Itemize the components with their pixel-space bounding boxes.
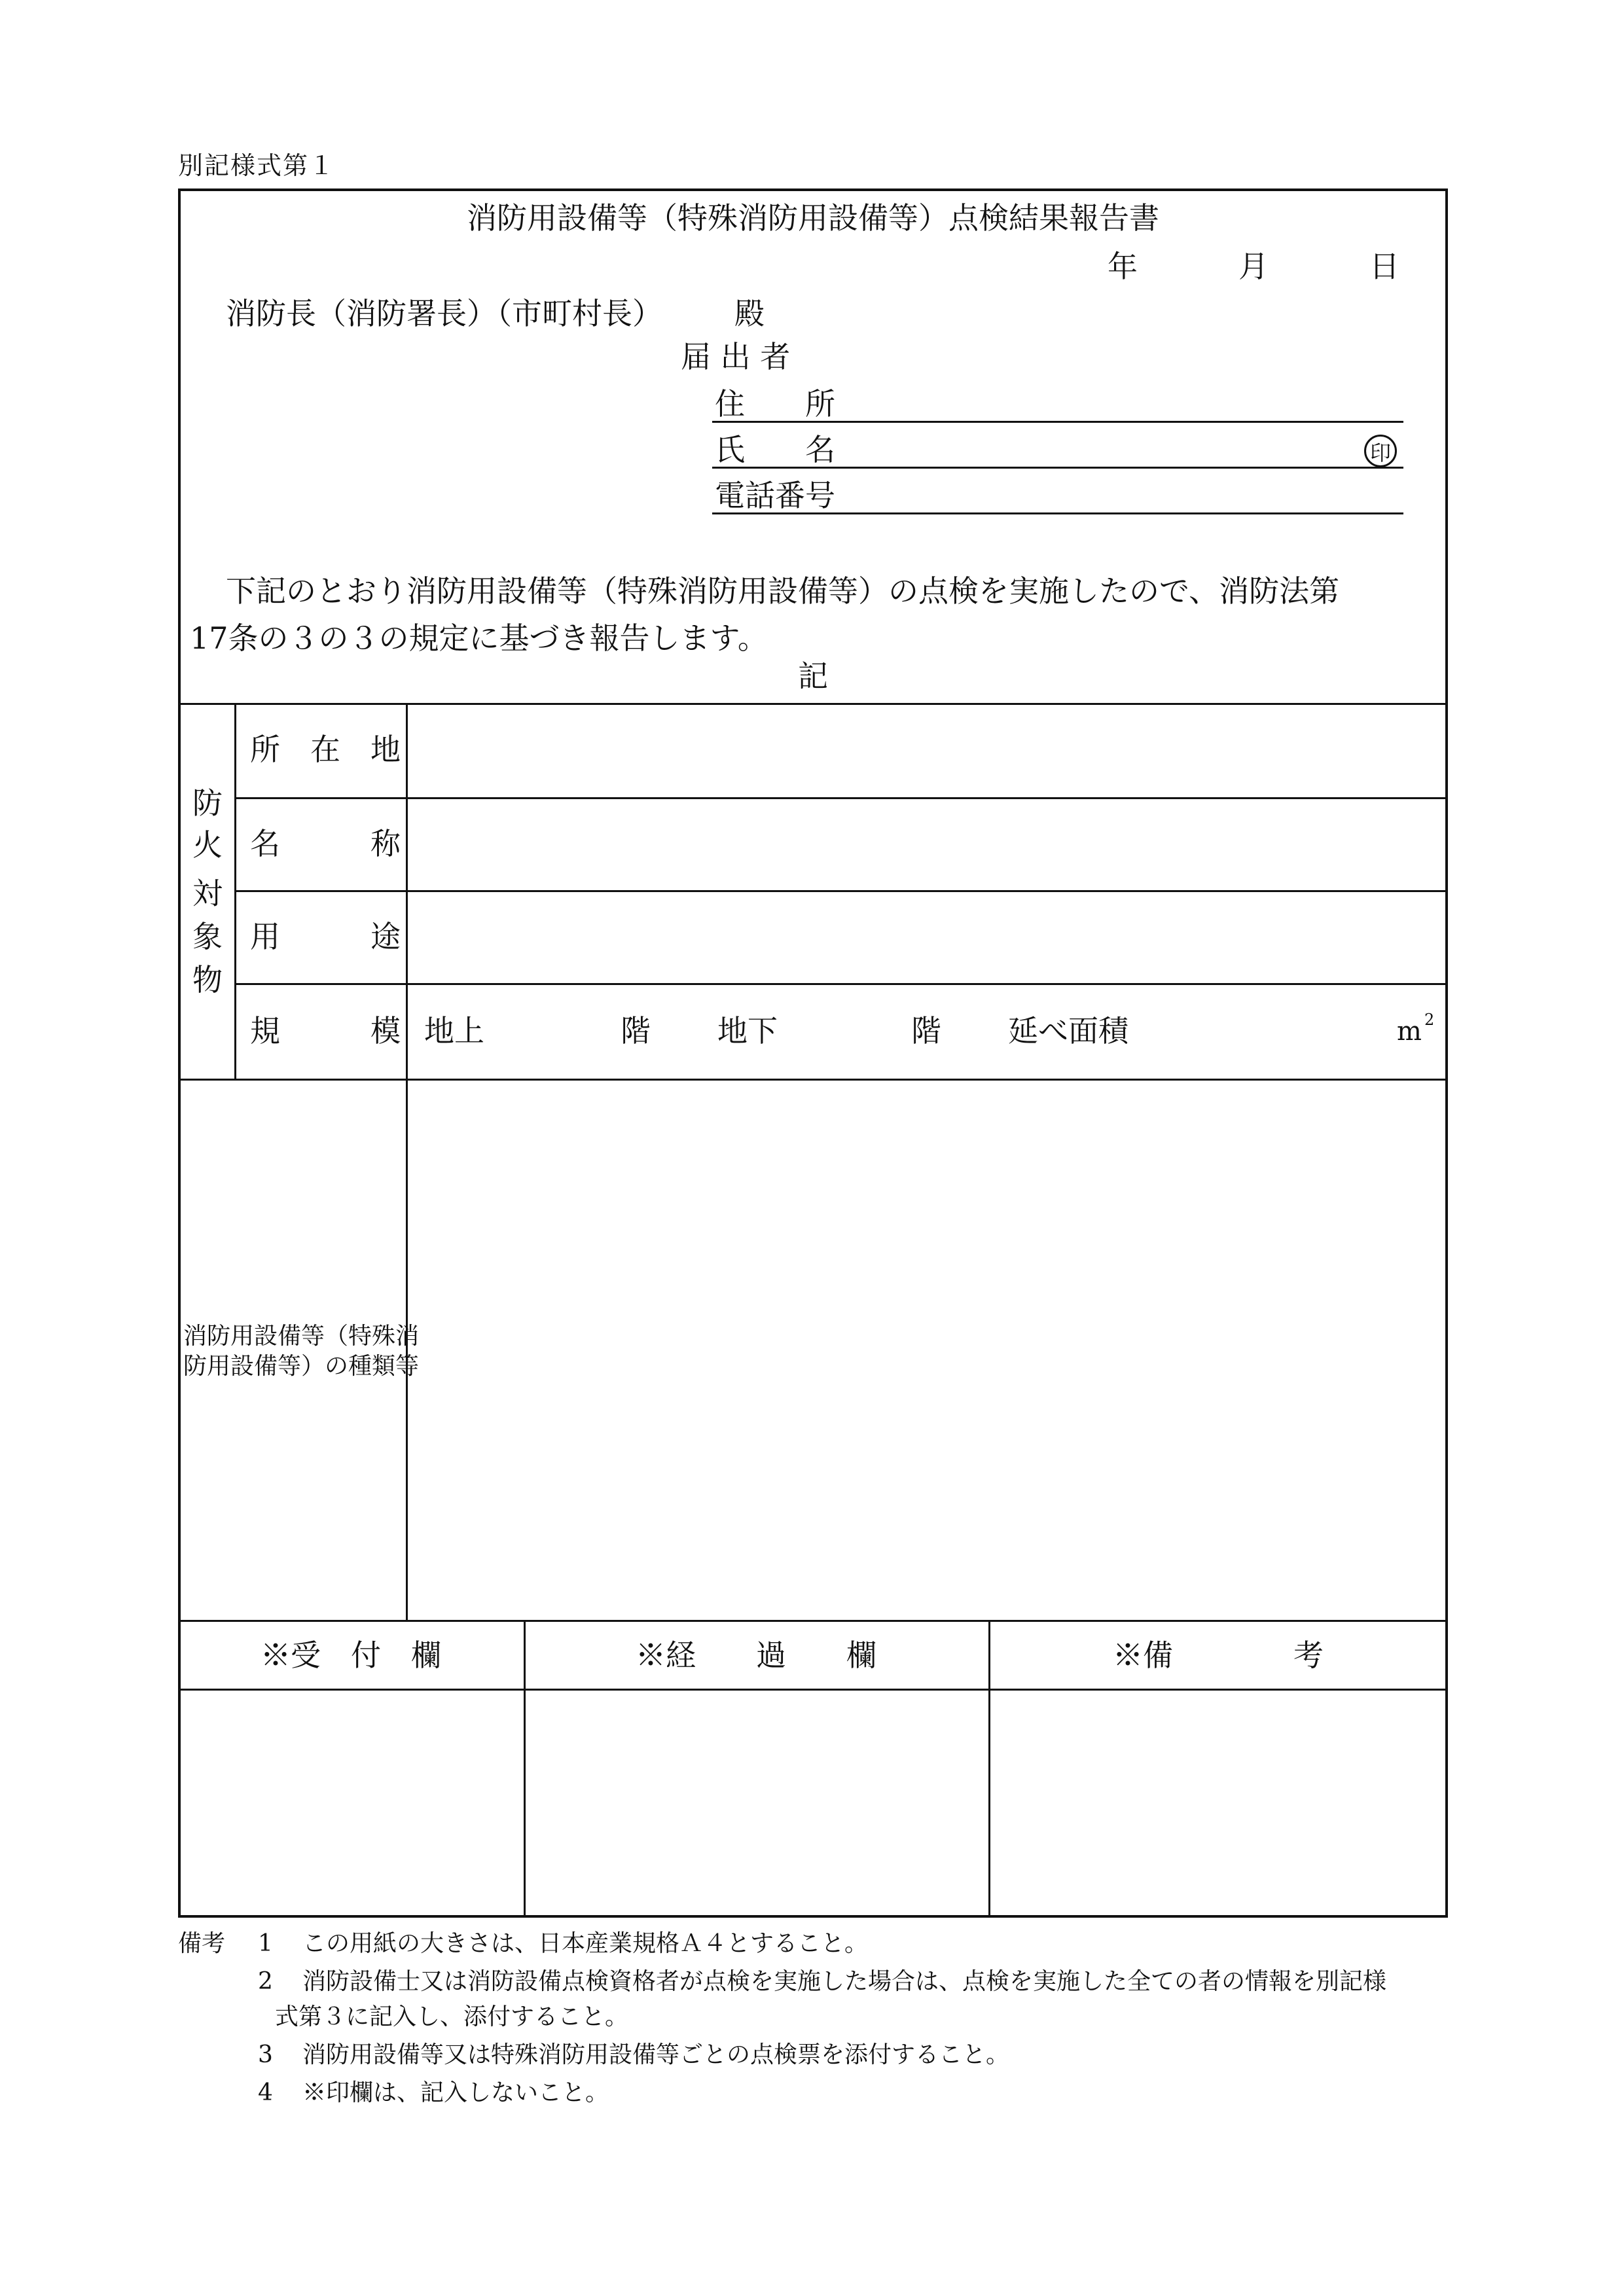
- phone-label: 電話番号: [715, 478, 835, 513]
- section-divider-top: [178, 703, 1448, 705]
- note-4-number: 4: [258, 2079, 273, 2106]
- name-underline[interactable]: [712, 467, 1403, 469]
- name-label: 氏 名: [715, 432, 835, 467]
- equipment-type-field[interactable]: [408, 1081, 1445, 1618]
- note-3-number: 3: [258, 2041, 273, 2068]
- honorific: 殿: [734, 296, 765, 331]
- section-divider-equipment: [178, 1079, 1448, 1081]
- remarks-field[interactable]: [991, 1691, 1445, 1915]
- progress-header: ※経 過 欄: [636, 1638, 876, 1673]
- scale-label: 規 模: [250, 1013, 401, 1049]
- date-day-label: 日: [1369, 249, 1399, 284]
- note-2-number: 2: [258, 1968, 273, 1995]
- note-2-text-continued: 式第３に記入し、添付すること。: [275, 2003, 629, 2030]
- object-name-field[interactable]: [408, 800, 1445, 889]
- seal-mark: 印: [1364, 435, 1397, 467]
- scale-below-ground-label: 地下: [717, 1013, 778, 1049]
- notes-label: 備考: [178, 1930, 226, 1957]
- reception-header: ※受 付 欄: [261, 1638, 441, 1673]
- form-title: 消防用設備等（特殊消防用設備等）点検結果報告書: [467, 200, 1159, 236]
- bottom-header-divider: [178, 1689, 1448, 1691]
- scale-floor-label-2: 階: [911, 1013, 941, 1049]
- group-char-2: 火: [192, 827, 223, 863]
- remarks-header: ※備 考: [1113, 1638, 1324, 1673]
- location-field[interactable]: [408, 706, 1445, 796]
- addressee: 消防長（消防署長）（市町村長）: [226, 296, 662, 331]
- group-label-divider: [234, 703, 236, 1079]
- phone-underline[interactable]: [712, 512, 1403, 514]
- note-2-text: 消防設備士又は消防設備点検資格者が点検を実施した場合は、点検を実施した全ての者の情報を別記様: [302, 1968, 1387, 1995]
- object-name-label: 名 称: [250, 826, 401, 861]
- note-1-text: この用紙の大きさは、日本産業規格Ａ４とすること。: [302, 1930, 869, 1957]
- row-divider-3: [234, 983, 1448, 985]
- body-text-line2: 17条の３の３の規定に基づき報告します。: [190, 620, 768, 656]
- area-unit-superscript: 2: [1424, 1011, 1435, 1029]
- equipment-type-label-line1: 消防用設備等（特殊消: [183, 1323, 420, 1350]
- group-char-3: 対: [192, 876, 223, 911]
- use-label: 用 途: [250, 919, 401, 954]
- reception-field[interactable]: [181, 1691, 522, 1915]
- location-label: 所 在 地: [250, 732, 401, 767]
- note-3-text: 消防用設備等又は特殊消防用設備等ごとの点検票を添付すること。: [302, 2041, 1010, 2068]
- notifier-label: 届 出 者: [681, 339, 791, 374]
- address-label: 住 所: [715, 386, 835, 422]
- date-year-label: 年: [1108, 249, 1138, 284]
- address-underline[interactable]: [712, 421, 1403, 423]
- group-char-4: 象: [192, 919, 223, 954]
- section-divider-bottom: [178, 1620, 1448, 1622]
- ki-label: 記: [798, 658, 828, 694]
- label-column-divider: [406, 703, 408, 1620]
- scale-floor-label-1: 階: [621, 1013, 651, 1049]
- use-field[interactable]: [408, 893, 1445, 982]
- date-month-label: 月: [1238, 249, 1269, 284]
- progress-field[interactable]: [526, 1691, 987, 1915]
- scale-above-ground-label: 地上: [424, 1013, 484, 1049]
- body-text-line1: 下記のとおり消防用設備等（特殊消防用設備等）の点検を実施したので、消防法第: [226, 573, 1340, 609]
- equipment-type-label-line2: 防用設備等）の種類等: [183, 1353, 420, 1380]
- note-1-number: 1: [258, 1930, 273, 1957]
- area-unit: m: [1397, 1016, 1422, 1047]
- group-char-5: 物: [192, 962, 223, 997]
- note-4-text: ※印欄は、記入しないこと。: [302, 2079, 609, 2106]
- group-char-1: 防: [192, 785, 223, 821]
- form-number: 別記様式第１: [178, 151, 336, 180]
- row-divider-1: [234, 797, 1448, 799]
- row-divider-2: [234, 890, 1448, 892]
- floor-area-label: 延べ面積: [1008, 1013, 1128, 1049]
